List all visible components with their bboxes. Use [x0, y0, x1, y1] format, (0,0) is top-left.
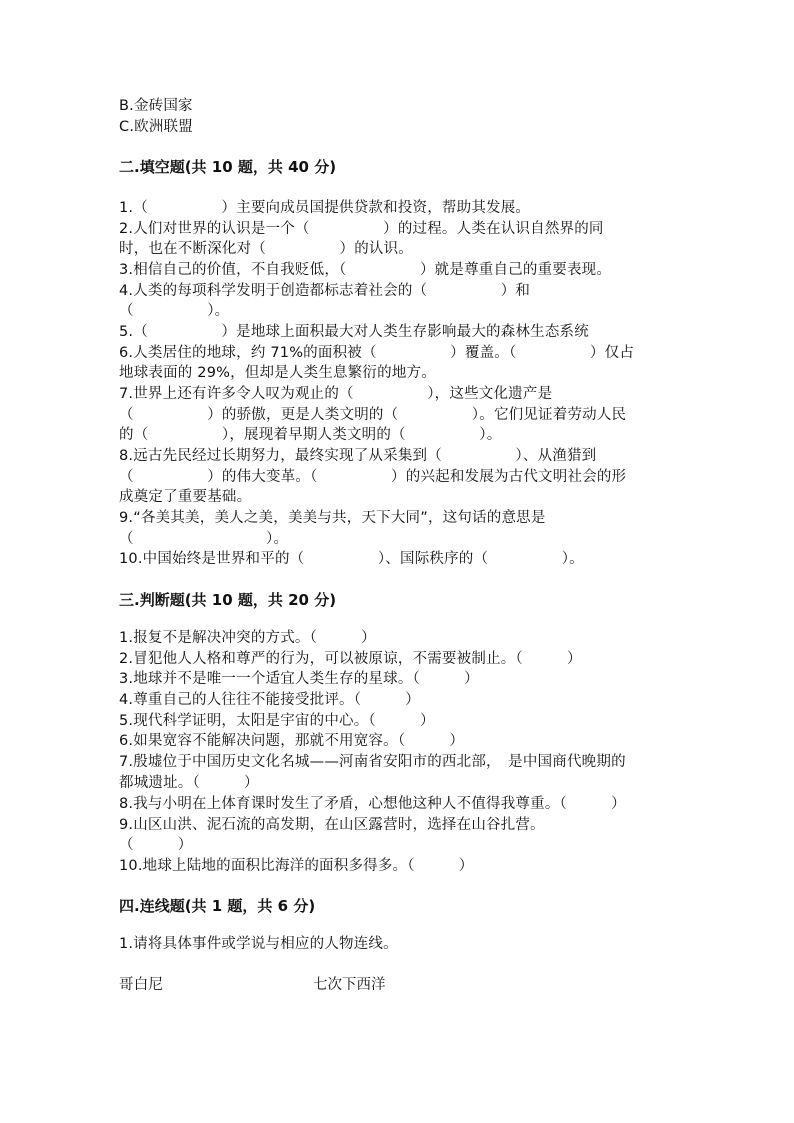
judge-line: 4.尊重自己的人往往不能接受批评。（ ） [119, 692, 420, 708]
judge-line: 3.地球并不是唯一一个适宜人类生存的星球。（ ） [119, 671, 479, 687]
judge-line: 10.地球上陆地的面积比海洋的面积多得多。（ ） [119, 858, 474, 874]
option-b: B.金砖国家 [119, 98, 193, 114]
judge-line: 8.我与小明在上体育课时发生了矛盾，心想他这种人不值得我尊重。（ ） [119, 796, 626, 812]
judge-line: 5.现代科学证明，太阳是宇宙的中心。（ ） [119, 713, 435, 729]
judge-line: （ ） [119, 837, 193, 853]
judge-line: 都城遗址。（ ） [119, 775, 259, 791]
fill-line: 的（ ），展现着早期人类文明的（ ）。 [119, 427, 502, 443]
section-title-matching: 四.连线题(共 1 题，共 6 分) [119, 897, 316, 915]
fill-line: （ ）的伟大变革。（ ）的兴起和发展为古代文明社会的形 [119, 469, 627, 485]
fill-line: 8.远古先民经过长期努力，最终实现了从采集到（ ）、从渔猎到 [119, 448, 597, 464]
fill-line: 10.中国始终是世界和平的（ ）、国际秩序的（ ）。 [119, 551, 584, 567]
fill-line: 1.（ ）主要向成员国提供贷款和投资，帮助其发展。 [119, 200, 531, 216]
fill-line: 6.人类居住的地球，约 71%的面积被（ ）覆盖。（ ）仅占 [119, 345, 635, 361]
matching-right-item: 七次下西洋 [313, 977, 386, 993]
fill-line: （ ）。 [119, 303, 230, 319]
fill-line: （ ）的骄傲，更是人类文明的（ ）。它们见证着劳动人民 [119, 407, 627, 423]
matching-left-item: 哥白尼 [119, 977, 164, 993]
judge-line: 9.山区山洪、泥石流的高发期，在山区露营时，选择在山谷扎营。 [119, 817, 545, 833]
section-title-fill-blank: 二.填空题(共 10 题，共 40 分) [119, 158, 337, 176]
judge-line: 1.报复不是解决冲突的方式。（ ） [119, 630, 376, 646]
fill-line: 2.人们对世界的认识是一个（ ）的过程。人类在认识自然界的同 [119, 221, 604, 237]
judge-line: 7.殷墟位于中国历史文化名城——河南省安阳市的西北部， 是中国商代晚期的 [119, 754, 626, 770]
judge-line: 2.冒犯他人人格和尊严的行为，可以被原谅，不需要被制止。（ ） [119, 651, 582, 667]
judge-line: 6.如果宽容不能解决问题，那就不用宽容。（ ） [119, 733, 465, 749]
fill-line: 9.“各美其美，美人之美，美美与共，天下大同”，这句话的意思是 [119, 510, 546, 526]
fill-line: 5.（ ）是地球上面积最大对人类生存影响最大的森林生态系统 [119, 324, 589, 340]
fill-line: 时，也在不断深化对（ ）的认识。 [119, 241, 413, 257]
fill-line: 地球表面的 29%，但却是人类生息繁衍的地方。 [119, 365, 436, 381]
fill-line: 4.人类的每项科学发明于创造都标志着社会的（ ）和 [119, 283, 531, 299]
option-c: C.欧洲联盟 [119, 119, 193, 135]
fill-line: 成奠定了重要基础。 [119, 489, 252, 505]
fill-line: 7.世界上还有许多令人叹为观止的（ ），这些文化遗产是 [119, 386, 553, 402]
matching-question: 1.请将具体事件或学说与相应的人物连线。 [119, 936, 398, 952]
section-title-true-false: 三.判断题(共 10 题，共 20 分) [119, 591, 337, 609]
fill-line: 3.相信自己的价值，不自我贬低，（ ）就是尊重自己的重要表现。 [119, 262, 612, 278]
fill-line: （ ）。 [119, 531, 289, 547]
